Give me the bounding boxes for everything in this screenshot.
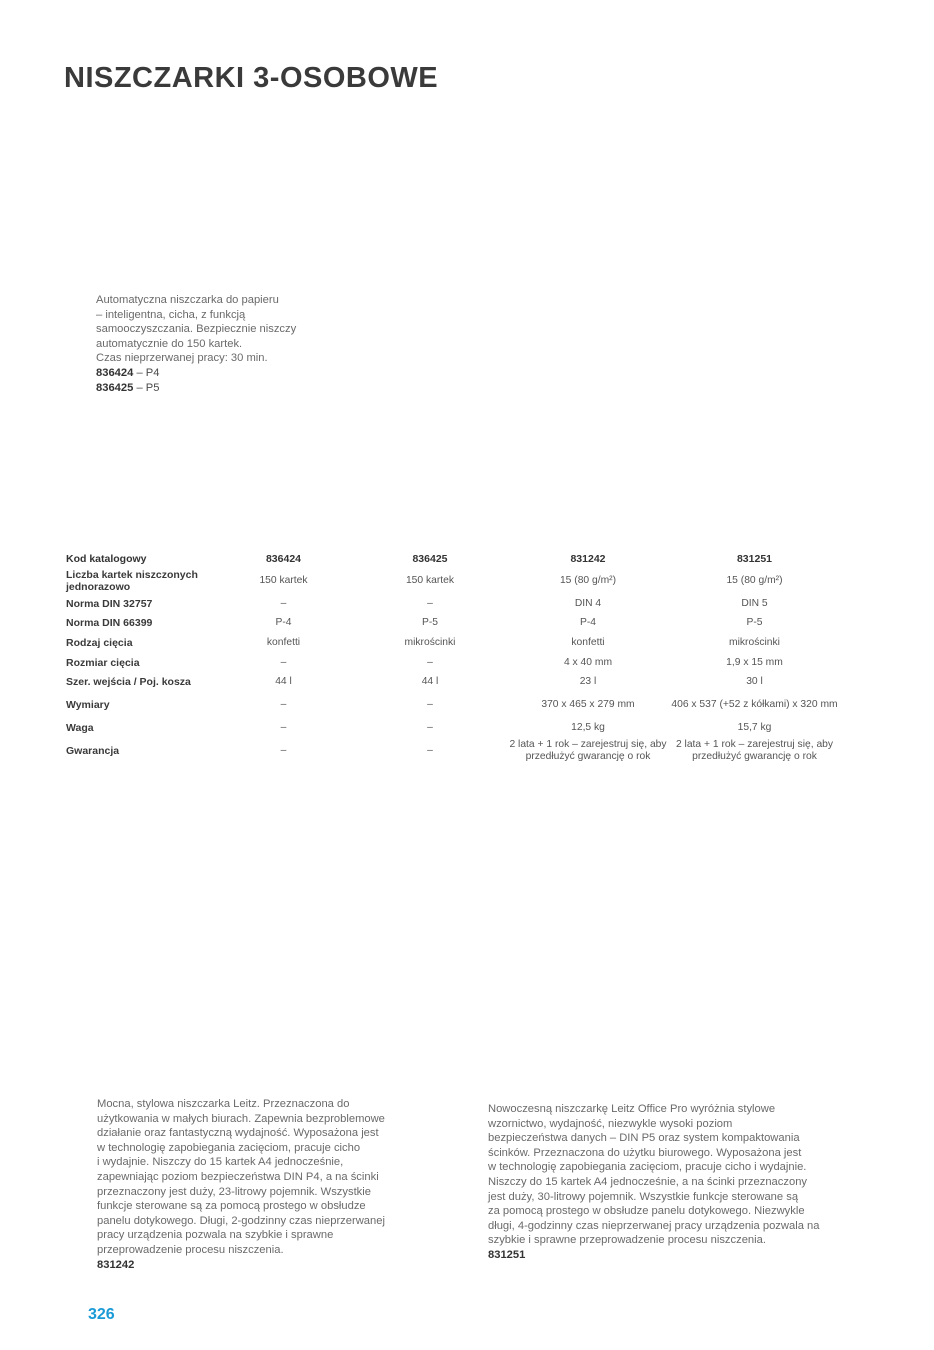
description-line: jest duży, 30-litrowy pojemnik. Wszystkie funkcje sterowane są xyxy=(488,1190,799,1203)
description-line: panelu dotykowego. Długi, 2-godzinny czas nieprzerwanej xyxy=(97,1214,385,1227)
table-cell: konfetti xyxy=(266,636,301,648)
description-line: przeprowadzenie procesu niszczenia. xyxy=(97,1243,284,1256)
column-header: 831251 xyxy=(736,552,773,565)
description-line: szybkie i sprawne przeprowadzenie procesu niszczenia. xyxy=(488,1234,766,1247)
table-cell: 30 l xyxy=(746,676,763,688)
table-cell: – xyxy=(280,744,287,756)
table-row xyxy=(64,738,838,764)
description-line: Nowoczesną niszczarkę Leitz Office Pro wyróżnia stylowe xyxy=(488,1103,776,1115)
table-cell: – xyxy=(427,656,433,668)
table-cell: 44 l xyxy=(421,676,439,688)
product-description-831251 xyxy=(488,1102,819,1263)
row-label: Norma DIN 32757 xyxy=(66,597,153,610)
description-line: i wydajnie. Niszczy do 15 kartek A4 jednocześnie, xyxy=(97,1156,344,1169)
row-label: Norma DIN 66399 xyxy=(66,617,153,630)
description-line: wzornictwo, wydajność, niezwykle wysoki poziom xyxy=(488,1117,733,1130)
description-line: automatycznie do 150 kartek. xyxy=(96,337,243,350)
table-cell: 44 l xyxy=(275,676,292,688)
table-cell: 1,9 x 15 mm xyxy=(726,656,783,668)
catalog-code-line xyxy=(96,381,296,396)
description-line: funkcje sterowane są za pomocą prostego w obsłudze xyxy=(97,1200,366,1213)
catalog-code-line xyxy=(97,1258,385,1273)
table-cell: – xyxy=(280,656,287,668)
table-cell: P-5 xyxy=(746,617,763,629)
catalog-code: 836424 xyxy=(96,366,134,379)
description-line: bezpieczeństwa danych – DIN P5 oraz system kompaktowania xyxy=(488,1132,800,1145)
description-line: za pomocą prostego w obsłudze panelu dotykowego. Niezwykle xyxy=(488,1205,805,1218)
table-cell: 4 x 40 mm xyxy=(563,656,613,668)
table-header-row xyxy=(64,549,838,568)
table-cell: – xyxy=(427,698,433,710)
description-line: w technologię zapobiegania zacięciom, pracuje cicho i wydajnie. xyxy=(488,1161,807,1174)
table-row xyxy=(64,718,838,738)
table-cell: DIN 4 xyxy=(574,597,602,609)
table-cell: 150 kartek xyxy=(405,575,455,586)
row-label: Liczba kartek niszczonych jednorazowo xyxy=(66,569,198,593)
description-line: zapewniając poziom bezpieczeństwa DIN P4, a na ścinki xyxy=(97,1170,379,1183)
description-line: długi, 4-godzinny czas nieprzerwanej pracy urządzenia pozwala na xyxy=(488,1219,820,1232)
table-cell: 2 lata + 1 rok – zarejestruj się, aby przedłużyć gwarancję o rok xyxy=(509,738,667,762)
table-row xyxy=(64,614,838,634)
table-cell: 150 kartek xyxy=(259,575,308,586)
table-cell: P-4 xyxy=(579,617,597,629)
catalog-code: 831251 xyxy=(488,1248,526,1261)
row-label: Szer. wejścia / Poj. kosza xyxy=(66,676,191,689)
product-description-831242 xyxy=(97,1097,385,1272)
table-row xyxy=(64,568,838,594)
specification-table xyxy=(64,549,838,764)
description-line: przeznaczony jest duży, 23-litrowy pojemnik. Wszystkie xyxy=(97,1185,371,1198)
table-row xyxy=(64,594,838,614)
column-header: Kod katalogowy xyxy=(66,552,147,565)
column-header: 831242 xyxy=(570,552,606,565)
description-line: samooczyszczania. Bezpiecznie niszczy xyxy=(96,323,297,336)
table-cell: – xyxy=(427,597,433,609)
row-label: Rodzaj cięcia xyxy=(66,636,133,649)
table-cell: mikrościnki xyxy=(404,636,456,648)
page-number: 326 xyxy=(88,1306,115,1323)
table-cell: 15 (80 g/m²) xyxy=(726,575,783,586)
table-row xyxy=(64,653,838,673)
description-line: Czas nieprzerwanej pracy: 30 min. xyxy=(96,352,268,365)
table-cell: 406 x 537 (+52 z kółkami) x 320 mm xyxy=(671,698,838,710)
description-line: działanie oraz fantastyczną wydajność. Wyposażona jest xyxy=(97,1127,379,1140)
page-title: NISZCZARKI 3-OSOBOWE xyxy=(64,62,439,94)
description-line: – inteligentna, cicha, z funkcją xyxy=(96,308,246,321)
row-label: Wymiary xyxy=(66,698,110,711)
description-line: ścinków. Przeznaczona do użytku biurowego. Wyposażona jest xyxy=(488,1146,802,1159)
table-row xyxy=(64,633,838,653)
row-label: Gwarancja xyxy=(66,744,120,757)
description-line: Automatyczna niszczarka do papieru xyxy=(96,294,279,306)
table-cell: – xyxy=(280,698,287,710)
catalog-code-line xyxy=(96,366,296,381)
table-cell: – xyxy=(280,597,287,609)
description-line: Niszczy do 15 kartek A4 jednocześnie, a na ścinki przeznaczony xyxy=(488,1175,808,1188)
catalog-code: 836425 xyxy=(96,381,134,394)
table-cell: – xyxy=(280,721,287,733)
table-cell: P-5 xyxy=(421,617,439,629)
description-line: Mocna, stylowa niszczarka Leitz. Przeznaczona do xyxy=(97,1098,350,1110)
table-cell: P-4 xyxy=(275,617,292,629)
column-header: 836424 xyxy=(265,552,302,565)
column-header: 836425 xyxy=(412,552,448,565)
row-label: Rozmiar cięcia xyxy=(66,656,140,669)
catalog-code: 831242 xyxy=(97,1258,135,1271)
table-cell: DIN 5 xyxy=(741,597,768,609)
table-cell: mikrościnki xyxy=(729,636,780,648)
description-line: w technologię zapobiegania zacięciom, pracuje cicho xyxy=(97,1141,361,1154)
table-cell: 370 x 465 x 279 mm xyxy=(541,698,635,710)
catalog-code-suffix: – P5 xyxy=(133,381,160,394)
catalog-code-suffix: – P4 xyxy=(133,366,160,379)
table-row xyxy=(64,672,838,692)
table-cell: 15,7 kg xyxy=(737,721,772,733)
catalog-code-line xyxy=(488,1248,819,1263)
table-cell: konfetti xyxy=(571,636,605,648)
row-label: Waga xyxy=(66,721,94,734)
table-cell: 23 l xyxy=(579,676,597,688)
table-cell: 15 (80 g/m²) xyxy=(559,575,617,586)
table-cell: 2 lata + 1 rok – zarejestruj się, aby przedłużyć gwarancję o rok xyxy=(675,738,834,762)
description-line: użytkowania w małych biurach. Zapewnia bezproblemowe xyxy=(97,1112,385,1125)
table-row xyxy=(64,692,838,718)
table-cell: – xyxy=(427,744,433,756)
table-cell: – xyxy=(427,721,433,733)
description-line: pracy urządzenia pozwala na szybkie i sprawne xyxy=(97,1229,334,1242)
table-cell: 12,5 kg xyxy=(571,721,605,733)
product-description-836424 xyxy=(96,293,296,395)
